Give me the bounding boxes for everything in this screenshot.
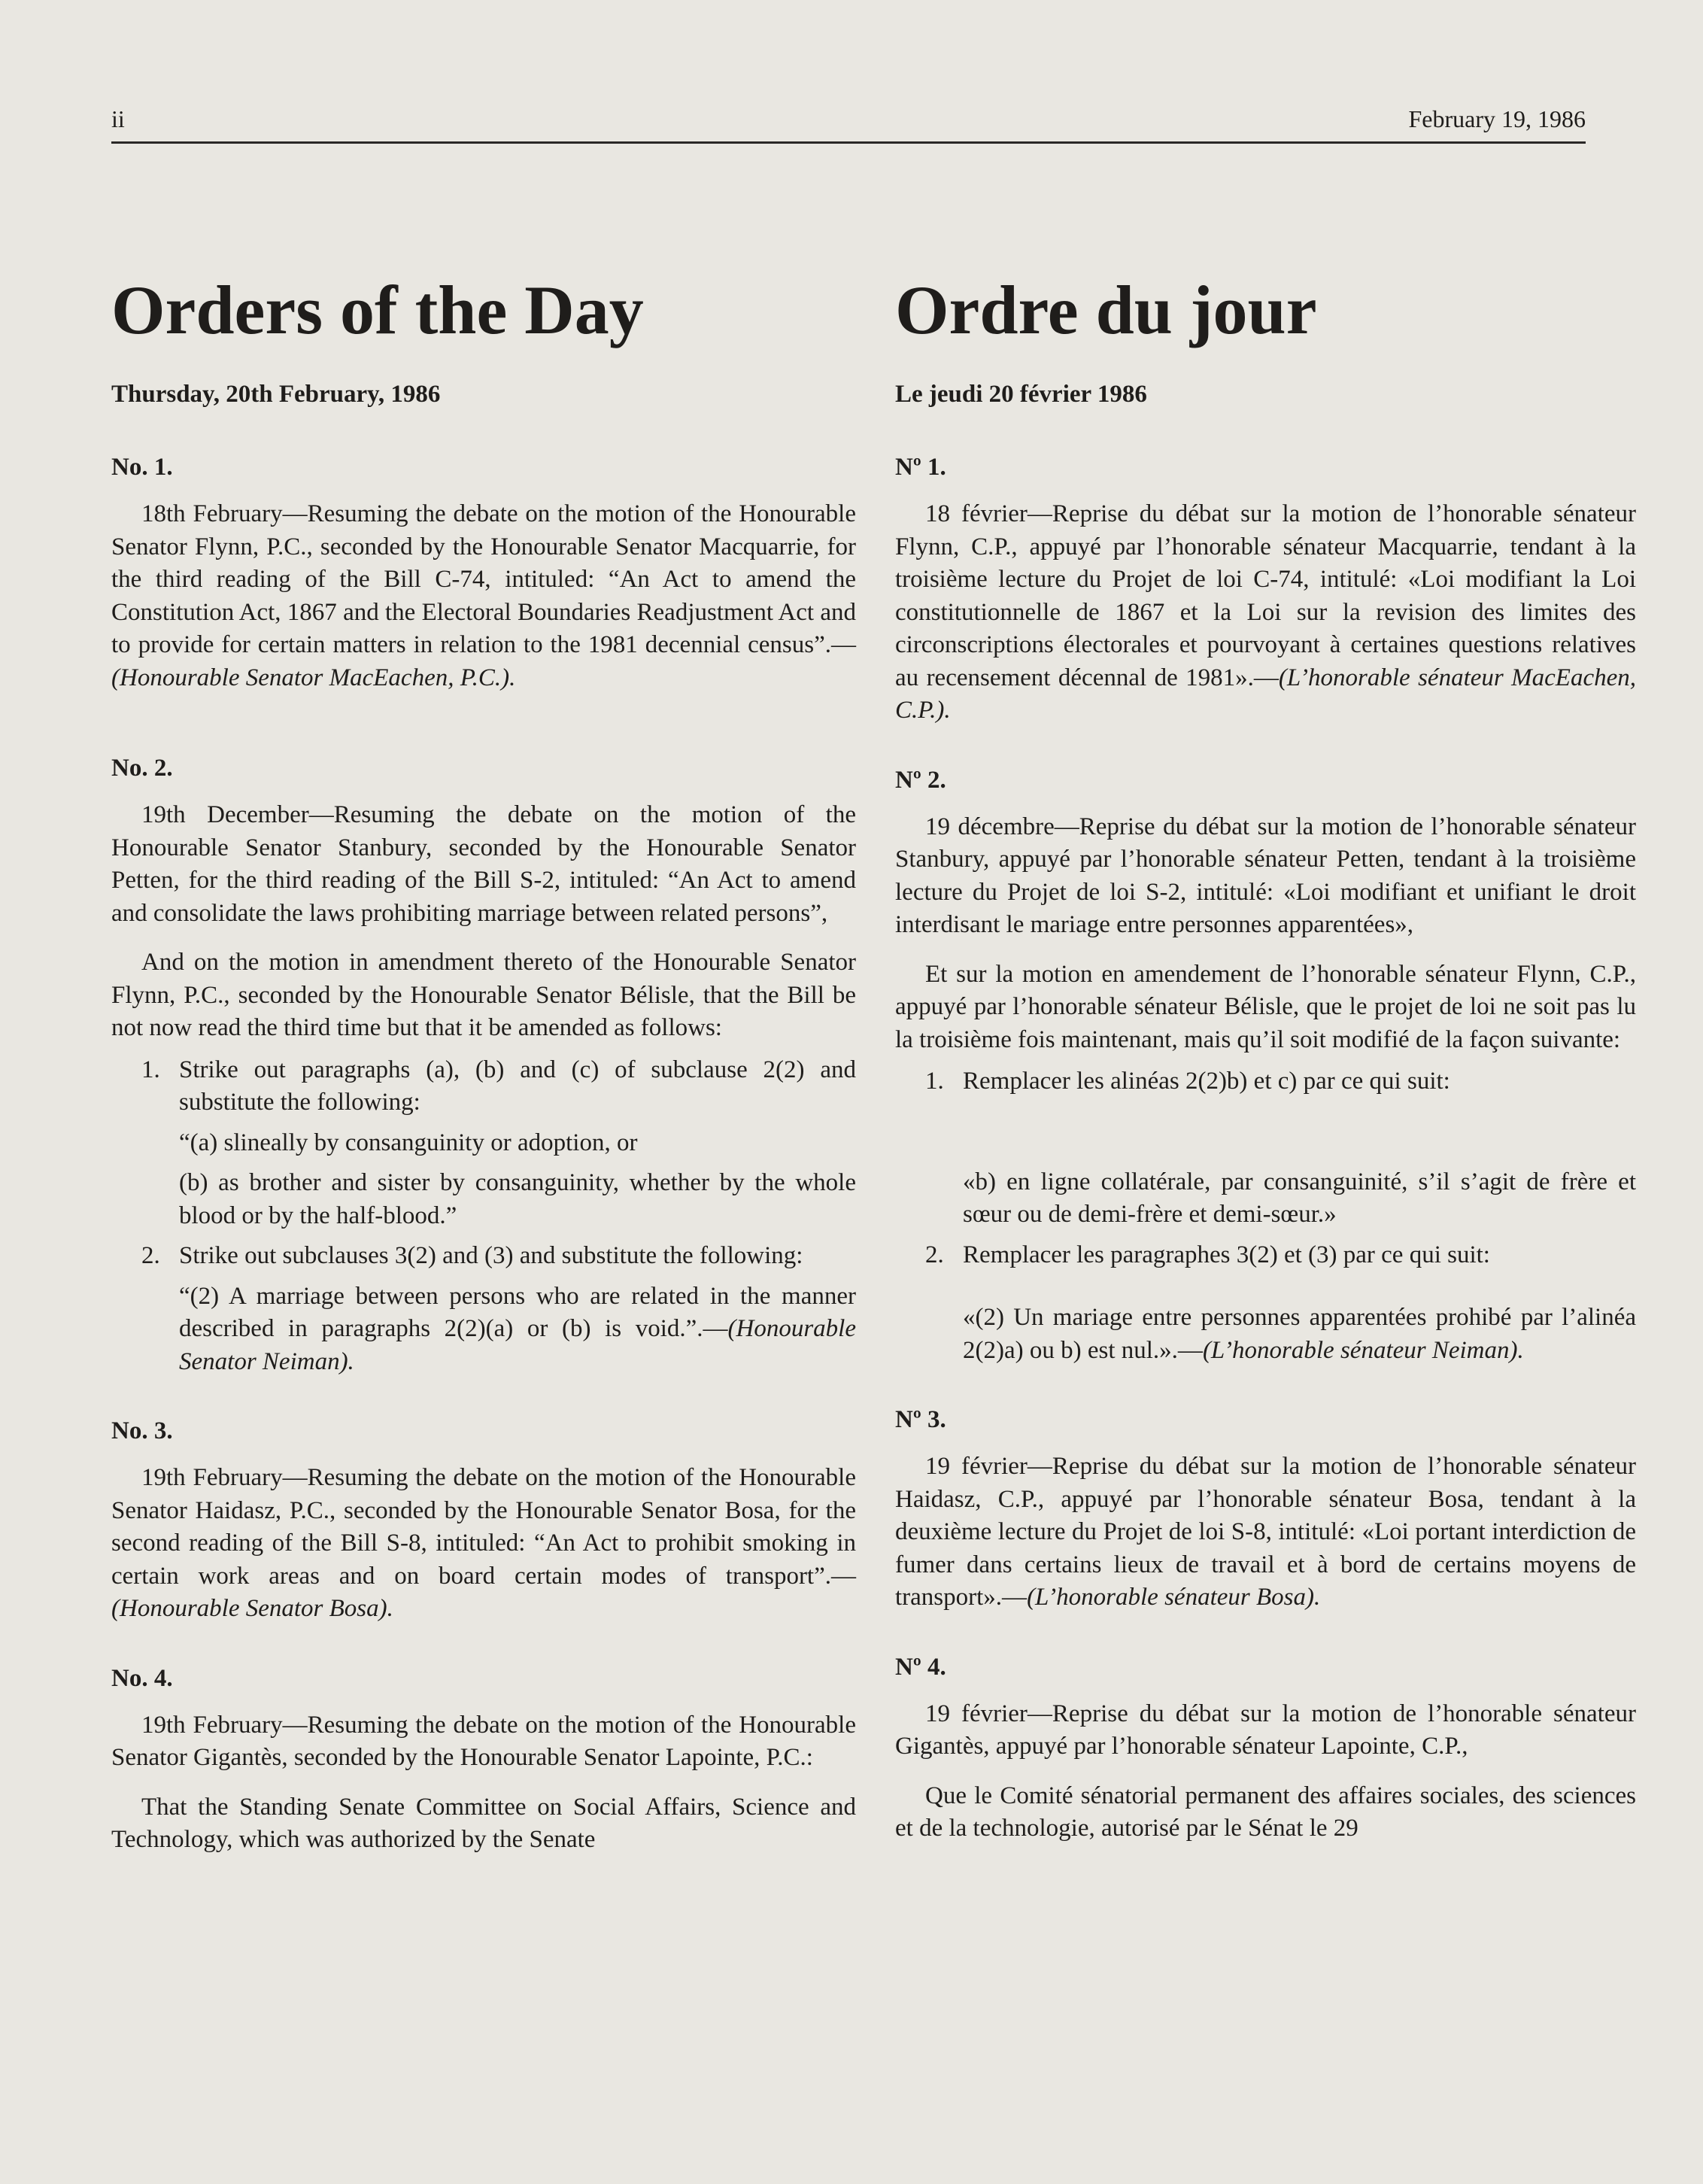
header-date: February 19, 1986 — [1408, 105, 1586, 132]
item-paragraph: That the Standing Senate Committee on Social Affairs, Science and Technology, which was authorized by the Senate — [111, 1793, 856, 1853]
amendment-subparagraph: “(2) A marriage between persons who are related in the manner described in paragraphs 2(2)(a) or (b) is void.”.—(Honourable Senator Neiman). — [179, 1282, 856, 1375]
amendment-subparagraph: “(a) slineally by consanguinity or adoption, or — [179, 1128, 638, 1156]
item-paragraph: 19th February—Resuming the debate on the motion of the Honourable Senator Haidasz, P.C., seconded by the Honourable Senator Bosa, for the second reading of the Bill S-8, intituled: “An Act to prohibit smoking in certain work areas and on board certain modes of transport”.—(Honourable Senator Bosa). — [111, 1464, 856, 1622]
amendment-subparagraph: «(2) Un mariage entre personnes apparentées prohibé par l’alinéa 2(2)a) ou b) est nul.».—(L’honorable sénateur Neiman). — [963, 1304, 1636, 1364]
english-column — [111, 271, 856, 1857]
item-number: No. 4. — [111, 1664, 173, 1692]
item-paragraph: 19 février—Reprise du débat sur la motion de l’honorable sénateur Gigantès, appuyé par l’honorable sénateur Lapointe, C.P., — [895, 1700, 1636, 1760]
item-number: No. 1. — [111, 454, 173, 481]
french-title: Ordre du jour — [895, 272, 1317, 348]
item-paragraph: 19th December—Resuming the debate on the motion of the Honourable Senator Stanbury, seconded by the Honourable Senator Petten, for the third reading of the Bill S-2, intituled: “An Act to amend and consolidate the laws prohibiting marriage between related persons”, — [111, 801, 856, 927]
item-paragraph: Que le Comité sénatorial permanent des affaires sociales, des sciences et de la technologie, autorisé par le Sénat le 29 — [895, 1782, 1636, 1842]
item-number: Nº 3. — [895, 1406, 946, 1433]
amendment-item: 1. Strike out paragraphs (a), (b) and (c) of subclause 2(2) and substitute the following: — [141, 1056, 856, 1116]
amendment-item: 2. Strike out subclauses 3(2) and (3) and substitute the following: — [141, 1242, 803, 1269]
item-reference: (Honourable Senator MacEachen, P.C.). — [111, 664, 516, 691]
amendment-subparagraph: «b) en ligne collatérale, par consanguinité, s’il s’agit de frère et sœur ou de demi-frère et demi-sœur.» — [963, 1168, 1636, 1228]
item-paragraph: 19 décembre—Reprise du débat sur la motion de l’honorable sénateur Stanbury, appuyé par l’honorable sénateur Petten, tendant à la troisième lecture du Projet de loi S-2, intitulé: «Loi modifiant et unifiant le droit interdisant le mariage entre personnes apparentées», — [895, 813, 1636, 938]
item-number: Nº 4. — [895, 1653, 946, 1681]
item-paragraph: And on the motion in amendment thereto of the Honourable Senator Flynn, P.C., seconded by the Honourable Senator Bélisle, that the Bill be not now read the third time but that it be amended as follows: — [111, 949, 856, 1041]
item-paragraph: 19 février—Reprise du débat sur la motion de l’honorable sénateur Haidasz, C.P., appuyé par l’honorable sénateur Bosa, tendant à la deuxième lecture du Projet de loi S-8, intitulé: «Loi portant interdiction de fumer dans certains lieux de travail et à bord de certains moyens de transport».—(L’honorable sénateur Bosa). — [895, 1453, 1636, 1611]
item-reference: (Honourable Senator Bosa). — [111, 1595, 393, 1622]
item-paragraph: 18th February—Resuming the debate on the motion of the Honourable Senator Flynn, P.C., seconded by the Honourable Senator Macquarrie, for the third reading of the Bill C-74, intituled: “An Act to amend the Constitution Act, 1867 and the Electoral Boundaries Readjustment Act and to provide for certain matters in relation to the 1981 decennial census”.—(Honourable Senator MacEachen, P.C.). — [111, 500, 856, 691]
item-reference: (Honourable Senator Neiman). — [179, 1315, 856, 1375]
english-title: Orders of the Day — [111, 272, 644, 348]
item-number: Nº 1. — [895, 454, 946, 481]
item-number: No. 2. — [111, 755, 173, 782]
item-reference: (L’honorable sénateur MacEachen, C.P.). — [895, 664, 1636, 724]
item-paragraph: Et sur la motion en amendement de l’honorable sénateur Flynn, C.P., appuyé par l’honorable sénateur Bélisle, que le projet de loi ne soit pas lu la troisième fois maintenant, mais qu’il soit modifié de la façon suivante: — [895, 960, 1636, 1053]
amendment-item: 2. Remplacer les paragraphes 3(2) et (3) par ce qui suit: — [925, 1241, 1490, 1268]
french-column — [895, 271, 1636, 1845]
french-date-heading: Le jeudi 20 février 1986 — [895, 381, 1147, 408]
item-number: Nº 2. — [895, 766, 946, 794]
english-date-heading: Thursday, 20th February, 1986 — [111, 381, 441, 408]
item-number: No. 3. — [111, 1417, 173, 1444]
page-number: ii — [111, 105, 125, 132]
amendment-item: 1. Remplacer les alinéas 2(2)b) et c) par ce qui suit: — [925, 1068, 1450, 1095]
amendment-subparagraph: (b) as brother and sister by consanguinity, whether by the whole blood or by the half-blood.” — [179, 1169, 856, 1229]
page-header — [111, 104, 1586, 144]
item-reference: (L’honorable sénateur Bosa). — [1027, 1584, 1321, 1611]
item-paragraph: 19th February—Resuming the debate on the motion of the Honourable Senator Gigantès, seconded by the Honourable Senator Lapointe, P.C.: — [111, 1711, 856, 1771]
item-reference: (L’honorable sénateur Neiman). — [1202, 1336, 1524, 1364]
item-paragraph: 18 février—Reprise du débat sur la motion de l’honorable sénateur Flynn, C.P., appuyé par l’honorable sénateur Macquarrie, tendant à la troisième lecture du Projet de loi C-74, intitulé: «Loi modifiant la Loi constitutionnelle de 1867 et la Loi sur la revision des limites des circonscriptions électorales et pourvoyant à certaines questions relatives au recensement décennal de 1981».—(L’honorable sénateur MacEachen, C.P.). — [895, 500, 1636, 724]
